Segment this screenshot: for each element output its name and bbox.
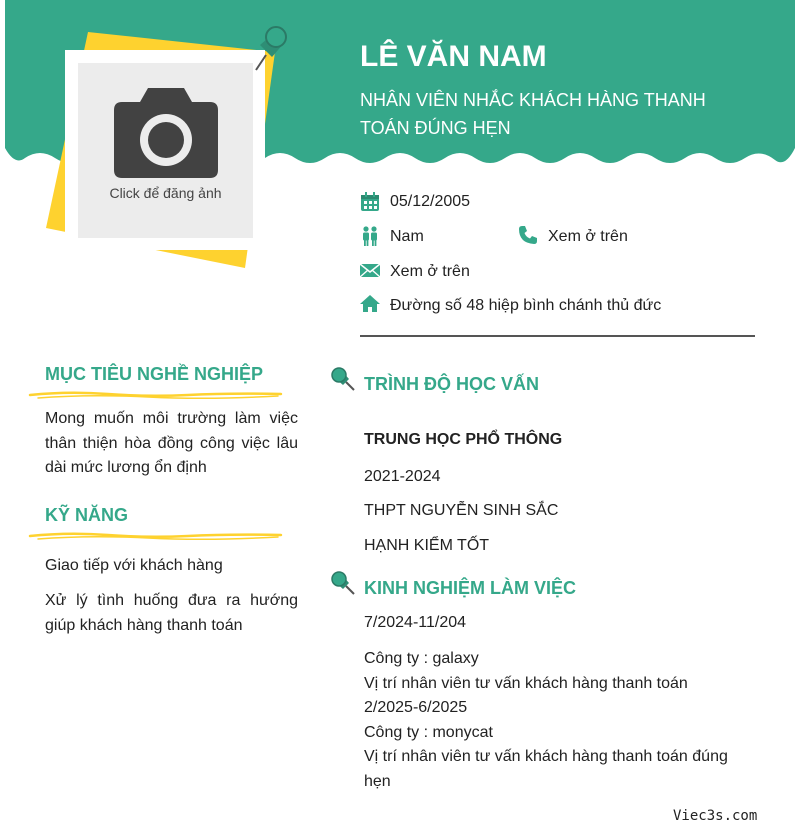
skills-underline [28,530,283,542]
phone-icon [518,225,538,245]
job-title: NHÂN VIÊN NHẮC KHÁCH HÀNG THANH TOÁN ĐÚNG HẸN [360,90,706,138]
photo-frame [65,50,265,250]
pushpin-icon [330,570,356,596]
experience-line: Vị trí nhân viên tư vấn khách hàng thanh toán [364,674,688,692]
objective-title: MỤC TIÊU NGHỀ NGHIỆP [45,364,264,384]
email-icon [360,260,380,280]
experience-line: Công ty : galaxy [364,650,479,667]
education-school: THPT NGUYỄN SINH SẮC [364,502,559,519]
experience-line: 2/2025-6/2025 [364,699,468,717]
phone-value: Xem ở trên [548,228,628,245]
photo-upload-label: Click để đăng ảnh [109,185,222,201]
camera-icon [114,88,218,180]
objective-text: Mong muốn môi trường làm việc thân thiện hòa đồng công việc lâu dài mức lương ổn định [45,410,298,476]
experience-line: Vị trí nhân viên tư vấn khách hàng thanh toán đúng hẹn [364,748,728,790]
calendar-icon [360,192,380,212]
pushpin-icon [250,25,290,73]
pushpin-icon [330,366,356,392]
home-icon [360,294,380,314]
education-conduct: HẠNH KIỂM TỐT [364,537,490,554]
dob-value: 05/12/2005 [390,193,471,210]
gender-value: Nam [390,228,424,245]
contact-divider [360,335,755,337]
skill-item: Xử lý tình huống đưa ra hướng giúp khách hàng thanh toán [45,592,298,634]
people-icon [360,226,380,246]
email-value: Xem ở trên [390,263,470,280]
photo-area [40,25,285,275]
education-level: TRUNG HỌC PHỔ THÔNG [364,431,563,448]
education-title: TRÌNH ĐỘ HỌC VẤN [364,374,539,394]
watermark: Viec3s.com [673,808,758,824]
experience-line: Công ty : monycat [364,723,493,741]
experience-title: KINH NGHIỆM LÀM VIỆC [364,578,577,598]
experience-period: 7/2024-11/204 [364,614,467,631]
education-years: 2021-2024 [364,468,441,485]
candidate-name: LÊ VĂN NAM [360,40,547,73]
skills-title: KỸ NĂNG [45,505,129,525]
experience-details [364,647,744,795]
objective-underline [28,389,283,401]
skill-item: Giao tiếp với khách hàng [45,557,223,574]
address-value: Đường số 48 hiệp bình chánh thủ đức [390,297,662,314]
photo-upload[interactable] [78,63,253,238]
